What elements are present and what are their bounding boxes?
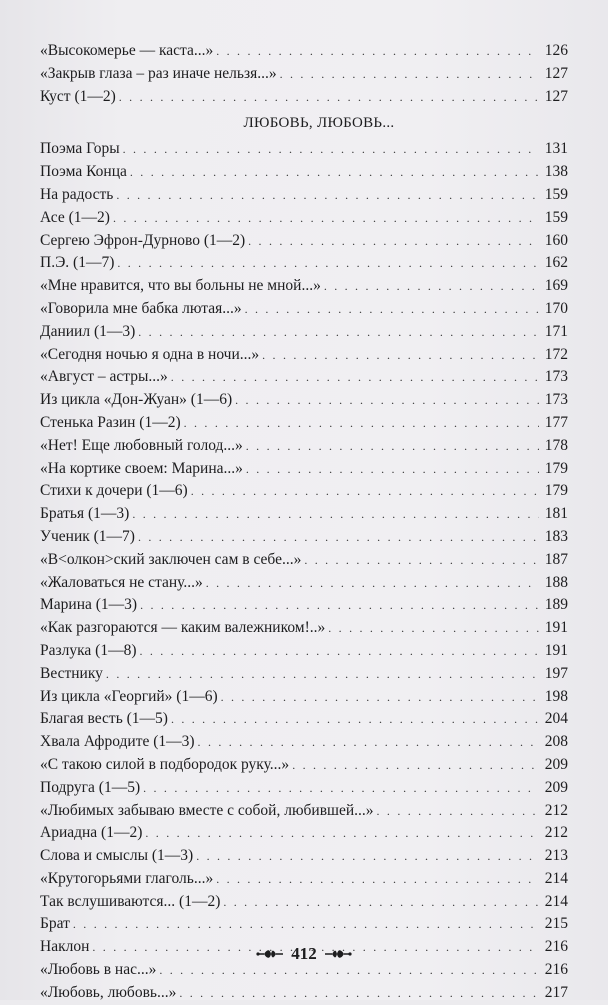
fleuron-icon	[255, 947, 285, 961]
dot-leader	[116, 184, 539, 207]
toc-entry-page: 187	[544, 550, 568, 568]
toc-entry-title: Из цикла «Дон-Жуан» (1—6)	[40, 391, 233, 409]
toc-entry-page: 160	[544, 231, 568, 249]
dot-leader	[216, 868, 539, 891]
toc-entry-title: Сергею Эфрон-Дурново (1—2)	[40, 231, 246, 249]
toc-entry	[40, 480, 568, 503]
dot-leader	[171, 366, 539, 389]
dot-leader	[377, 800, 539, 823]
toc-entry	[40, 412, 568, 435]
fleuron-icon	[323, 947, 353, 961]
toc-entry	[40, 184, 568, 207]
toc-entry-page: 209	[544, 778, 568, 796]
toc-entry-title: Хвала Афродите (1—3)	[40, 733, 195, 751]
toc-entry-title: Слова и смыслы (1—3)	[40, 847, 194, 865]
dot-leader	[304, 549, 539, 572]
toc-entry-page: 188	[544, 573, 568, 591]
toc-entry-title: «Любовь в нас...»	[40, 961, 157, 979]
toc-entry-title: «Жаловаться не стану...»	[40, 573, 203, 591]
dot-leader	[113, 207, 539, 230]
toc-entry-page: 204	[544, 710, 568, 728]
toc-entry-title: П.Э. (1—7)	[40, 254, 115, 272]
table-of-contents	[40, 40, 568, 1005]
toc-entry-page: 138	[544, 163, 568, 181]
toc-entry	[40, 389, 568, 412]
toc-entry-title: Ариадна (1—2)	[40, 824, 143, 842]
toc-entry	[40, 777, 568, 800]
page-number: 412	[291, 944, 317, 963]
toc-entry	[40, 549, 568, 572]
dot-leader	[245, 298, 539, 321]
toc-entry	[40, 686, 568, 709]
toc-entry-page: 213	[544, 847, 568, 865]
toc-entry-page: 179	[544, 482, 568, 500]
toc-entry-page: 179	[544, 459, 568, 477]
dot-leader	[206, 572, 539, 595]
toc-entry-page: 127	[544, 64, 568, 82]
toc-entry-title: Стенька Разин (1—2)	[40, 413, 181, 431]
toc-entry-page: 191	[544, 619, 568, 637]
toc-entry	[40, 458, 568, 481]
toc-entry	[40, 503, 568, 526]
toc-entry	[40, 708, 568, 731]
dot-leader	[191, 480, 539, 503]
toc-entry-title: «Любимых забываю вместе с собой, любившей...»	[40, 801, 374, 819]
toc-entry	[40, 754, 568, 777]
dot-leader	[130, 161, 539, 184]
dot-leader	[235, 389, 539, 412]
toc-entry-title: «Закрыв глаза – раз иначе нельзя...»	[40, 64, 277, 82]
toc-entry-title: «В<олкон>ский заключен сам в себе...»	[40, 550, 302, 568]
toc-entry-title: «Нет! Еще любовный голод...»	[40, 436, 243, 454]
dot-leader	[223, 891, 539, 914]
toc-entry	[40, 86, 568, 109]
toc-entry-title: Куст (1—2)	[40, 87, 116, 105]
toc-entry-title: Асе (1—2)	[40, 208, 110, 226]
toc-entry-page: 214	[544, 869, 568, 887]
toc-entry-page: 183	[544, 527, 568, 545]
toc-entry-title: «Говорила мне бабка лютая...»	[40, 299, 242, 317]
toc-entry	[40, 572, 568, 595]
toc-entry	[40, 207, 568, 230]
toc-entry	[40, 594, 568, 617]
dot-leader	[328, 617, 539, 640]
dot-leader	[248, 230, 539, 253]
dot-leader	[73, 913, 539, 936]
toc-entry-page: 208	[544, 733, 568, 751]
toc-entry-title: Благая весть (1—5)	[40, 710, 168, 728]
toc-entry-page: 131	[544, 140, 568, 158]
toc-entry-page: 171	[544, 322, 568, 340]
toc-entry	[40, 63, 568, 86]
toc-entry-title: Поэма Конца	[40, 163, 127, 181]
dot-leader	[196, 845, 539, 868]
toc-entry-title: Даниил (1—3)	[40, 322, 136, 340]
dot-leader	[171, 708, 539, 731]
toc-entry-page: 198	[544, 687, 568, 705]
toc-entry-page: 212	[544, 801, 568, 819]
toc-entry	[40, 161, 568, 184]
toc-entry-page: 189	[544, 596, 568, 614]
toc-entry	[40, 617, 568, 640]
toc-entry-title: Подруга (1—5)	[40, 778, 141, 796]
toc-entry	[40, 640, 568, 663]
toc-entry-title: Вестнику	[40, 664, 103, 682]
dot-leader	[262, 344, 539, 367]
toc-entry-title: На радость	[40, 185, 114, 203]
dot-leader	[132, 503, 539, 526]
toc-entry	[40, 868, 568, 891]
toc-entry-title: «Крутогорьями глаголь...»	[40, 869, 214, 887]
dot-leader	[123, 138, 539, 161]
toc-entry-page: 214	[544, 892, 568, 910]
toc-entry-title: «С такою силой в подбородок руку...»	[40, 755, 290, 773]
toc-entry-page: 159	[544, 208, 568, 226]
dot-leader	[198, 731, 539, 754]
toc-entry	[40, 822, 568, 845]
toc-entry-title: Братья (1—3)	[40, 505, 130, 523]
toc-entry	[40, 138, 568, 161]
toc-entry-title: «Август – астры...»	[40, 368, 168, 386]
toc-entry-page: 127	[544, 87, 568, 105]
toc-entry-title: Брат	[40, 915, 70, 933]
dot-leader	[179, 982, 539, 1005]
toc-entry-title: «Сегодня ночью я одна в ночи...»	[40, 345, 260, 363]
toc-top-list	[40, 40, 568, 108]
toc-entry	[40, 40, 568, 63]
toc-entry-page: 197	[544, 664, 568, 682]
dot-leader	[280, 63, 539, 86]
toc-entry	[40, 982, 568, 1005]
toc-entry-page: 159	[544, 185, 568, 203]
toc-entry-title: Так вслушиваются... (1—2)	[40, 892, 221, 910]
toc-entry-page: 126	[544, 42, 568, 59]
toc-entry	[40, 366, 568, 389]
toc-entry-title: Стихи к дочери (1—6)	[40, 482, 188, 500]
toc-entry	[40, 845, 568, 868]
toc-entry	[40, 230, 568, 253]
toc-entry-page: 162	[544, 254, 568, 272]
toc-entry-page: 216	[544, 938, 568, 956]
dot-leader	[140, 594, 539, 617]
toc-entry	[40, 252, 568, 275]
toc-entry-title: Из цикла «Георгий» (1—6)	[40, 687, 218, 705]
page-footer	[0, 944, 608, 964]
toc-entry-title: Марина (1—3)	[40, 596, 138, 614]
toc-entry-title: Ученик (1—7)	[40, 527, 135, 545]
dot-leader	[139, 640, 539, 663]
toc-entry-page: 178	[544, 436, 568, 454]
dot-leader	[184, 412, 539, 435]
toc-entry	[40, 800, 568, 823]
toc-entry-page: 212	[544, 824, 568, 842]
toc-entry	[40, 435, 568, 458]
dot-leader	[119, 86, 539, 109]
dot-leader	[246, 458, 539, 481]
dot-leader	[106, 663, 539, 686]
toc-entry	[40, 913, 568, 936]
toc-entry-title: «Мне нравится, что вы больны не мной...»	[40, 277, 321, 295]
toc-entry	[40, 298, 568, 321]
toc-entry-page: 215	[544, 915, 568, 933]
section-heading: ЛЮБОВЬ, ЛЮБОВЬ...	[243, 115, 395, 132]
toc-main-list	[40, 138, 568, 1004]
toc-entry-page: 172	[544, 345, 568, 363]
toc-entry-title: Разлука (1—8)	[40, 641, 137, 659]
toc-entry-page: 216	[544, 961, 568, 979]
toc-entry-title: «Высокомерье — каста...»	[40, 42, 214, 59]
toc-entry-page: 173	[544, 391, 568, 409]
dot-leader	[324, 275, 539, 298]
toc-entry	[40, 731, 568, 754]
dot-leader	[145, 822, 539, 845]
dot-leader	[138, 526, 539, 549]
toc-entry	[40, 663, 568, 686]
dot-leader	[216, 40, 539, 63]
dot-leader	[117, 252, 539, 275]
toc-entry-page: 181	[544, 505, 568, 523]
toc-entry-title: «Как разгораются — каким валежником!..»	[40, 619, 326, 637]
toc-entry-title: «На кортике своем: Марина...»	[40, 459, 243, 477]
toc-entry-title: Поэма Горы	[40, 140, 120, 158]
toc-entry-page: 169	[544, 277, 568, 295]
toc-entry-page: 177	[544, 413, 568, 431]
dot-leader	[143, 777, 539, 800]
toc-entry-page: 170	[544, 299, 568, 317]
toc-entry-page: 209	[544, 755, 568, 773]
toc-entry-page: 191	[544, 641, 568, 659]
toc-entry	[40, 321, 568, 344]
dot-leader	[246, 435, 539, 458]
toc-entry	[40, 275, 568, 298]
toc-entry-title: Наклон	[40, 938, 90, 956]
dot-leader	[221, 686, 539, 709]
toc-entry	[40, 526, 568, 549]
toc-entry	[40, 891, 568, 914]
toc-entry	[40, 344, 568, 367]
toc-entry-page: 173	[544, 368, 568, 386]
dot-leader	[292, 754, 539, 777]
toc-entry-page: 217	[544, 983, 568, 1001]
dot-leader	[138, 321, 539, 344]
toc-entry-title: «Любовь, любовь...»	[40, 983, 177, 1001]
